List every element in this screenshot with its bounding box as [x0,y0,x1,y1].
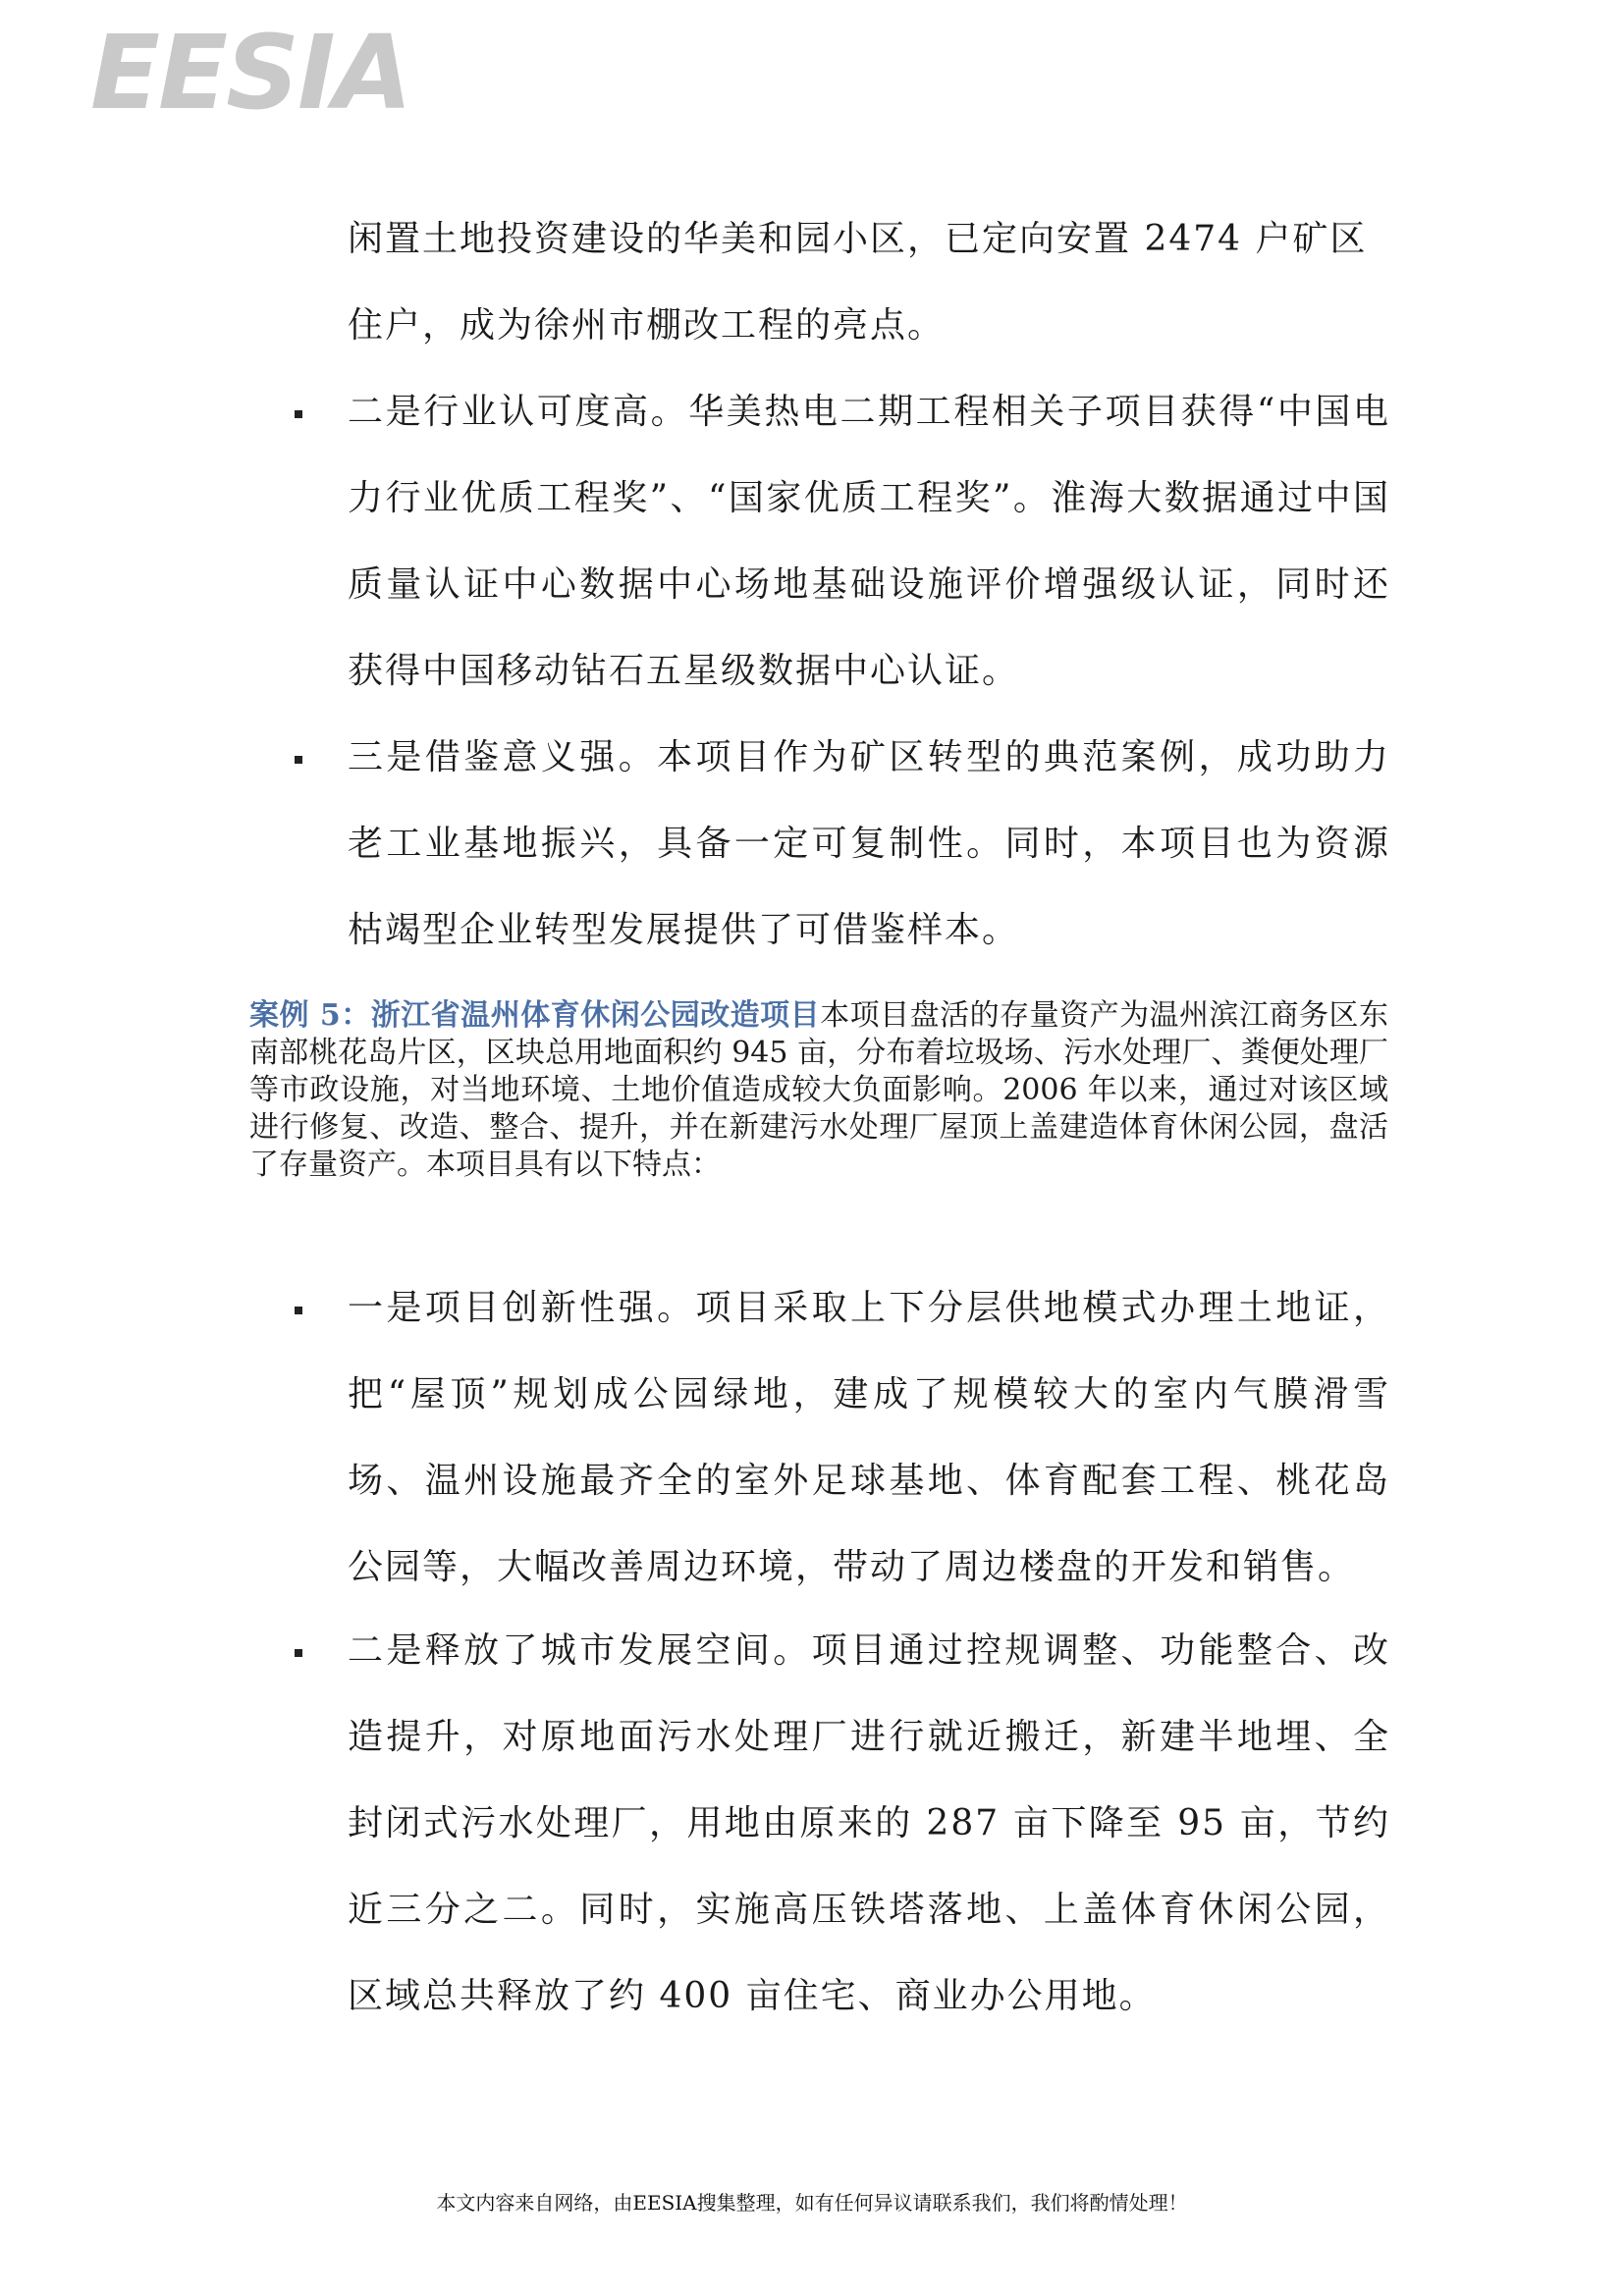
bullet-marker [295,410,302,418]
bullet-urban-space: 二是释放了城市发展空间。项目通过控规调整、功能整合、改造提升，对原地面污水处理厂进行就近搬迁，新建半地埋、全封闭式污水处理厂，用地由原来的 287 亩下降至 95 亩，节约近三分之二。同时，实施高压铁塔落地、上盖体育休闲公园，区域总共释放了约 400 亩住宅、商业办公用地。 [348,1630,1390,2016]
case-paragraph [249,997,1388,1184]
bullet-marker [295,756,302,764]
bullet-reference-value: 三是借鉴意义强。本项目作为矿区转型的典范案例，成功助力老工业基地振兴，具备一定可复制性。同时，本项目也为资源枯竭型企业转型发展提供了可借鉴样本。 [348,737,1390,950]
eesia-logo: EESIA [90,13,411,133]
case-title: 案例 5：浙江省温州体育休闲公园改造项目 [249,998,821,1033]
bullet-industry-recognition: 二是行业认可度高。华美热电二期工程相关子项目获得“中国电力行业优质工程奖”、“国家优质工程奖”。淮海大数据通过中国质量认证中心数据中心场地基础设施评价增强级认证，同时还获得中国移动钻石五星级数据中心认证。 [348,392,1390,691]
bullet-marker [295,1649,302,1657]
bullet-marker [295,1307,302,1314]
continuation-paragraph: 闲置土地投资建设的华美和园小区，已定向安置 2474 户矿区住户，成为徐州市棚改工程的亮点。 [348,219,1368,346]
page-footer: 本文内容来自网络，由EESIA搜集整理，如有任何异议请联系我们，我们将酌情处理！ [436,2191,1188,2215]
bullet-innovation: 一是项目创新性强。项目采取上下分层供地模式办理土地证，把“屋顶”规划成公园绿地，建成了规模较大的室内气膜滑雪场、温州设施最齐全的室外足球基地、体育配套工程、桃花岛公园等，大幅改善周边环境，带动了周边楼盘的开发和销售。 [348,1288,1390,1587]
case-body: 本项目盘活的存量资产为温州滨江商务区东南部桃花岛片区，区块总用地面积约 945 亩，分布着垃圾场、污水处理厂、粪便处理厂等市政设施，对当地环境、土地价值造成较大负面影响。2006 年以来，通过对该区域进行修复、改造、整合、提升，并在新建污水处理厂屋顶上盖建造体育休闲公园，盘活了存量资产。本项目具有以下特点： [249,998,1389,1182]
